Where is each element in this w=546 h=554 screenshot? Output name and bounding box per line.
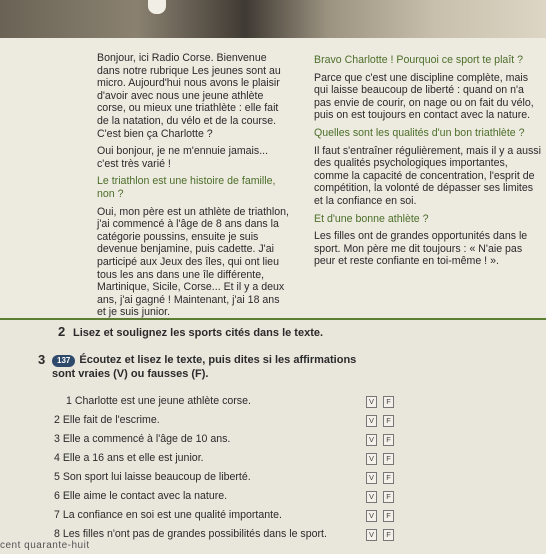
page-number: cent quarante-huit bbox=[0, 540, 90, 551]
audio-track-badge[interactable]: 137 bbox=[52, 355, 75, 367]
exercise-2-number: 2 bbox=[58, 324, 66, 339]
question-1: Bonjour, ici Radio Corse. Bienvenue dans notre rubrique Les jeunes sont au micro. Aujourd'hui nous avons le plaisir d'avoir avec nous une jeune athlète corse, ou mieux une triathlète : elle fait de la natation, du vélo et de la course. C'est bien ça Charlotte ? bbox=[97, 52, 281, 140]
true-checkbox-6[interactable]: V bbox=[366, 491, 377, 503]
false-checkbox-8[interactable]: F bbox=[383, 529, 394, 541]
true-checkbox-2[interactable]: V bbox=[366, 415, 377, 427]
statement-3: 3 Elle a commencé à l'âge de 10 ans. bbox=[54, 433, 231, 445]
exercise-2-instruction: Lisez et soulignez les sports cités dans le texte. bbox=[73, 327, 324, 339]
statement-2: 2 Elle fait de l'escrime. bbox=[54, 414, 160, 426]
statement-6: 6 Elle aime le contact avec la nature. bbox=[54, 490, 228, 502]
statement-5: 5 Son sport lui laisse beaucoup de liberté. bbox=[54, 471, 251, 483]
false-checkbox-5[interactable]: F bbox=[383, 472, 394, 484]
interview-left-column bbox=[97, 52, 291, 324]
answer-1: Oui bonjour, je ne m'ennuie jamais... c'est très varié ! bbox=[97, 145, 269, 170]
false-checkbox-7[interactable]: F bbox=[383, 510, 394, 522]
answer-5: Les filles ont de grandes opportunités dans le sport. Mon père me dit toujours : « N'aie pas peur et reste confiante en toi-même ! ». bbox=[314, 230, 528, 268]
question-3: Bravo Charlotte ! Pourquoi ce sport te plaît ? bbox=[314, 54, 524, 66]
statement-1: 1 Charlotte est une jeune athlète corse. bbox=[66, 395, 251, 407]
true-checkbox-3[interactable]: V bbox=[366, 434, 377, 446]
statement-4: 4 Elle a 16 ans et elle est junior. bbox=[54, 452, 204, 464]
answer-4: Il faut s'entraîner régulièrement, mais il y a aussi des qualités psychologiques importantes, comme la capacité de concentration, l'esprit de compétition, la volonté de dépasser ses limites et la confiance en soi. bbox=[314, 144, 541, 207]
true-checkbox-5[interactable]: V bbox=[366, 472, 377, 484]
sneaker-image bbox=[148, 0, 166, 14]
question-5: Et d'une bonne athlète ? bbox=[314, 212, 429, 225]
false-checkbox-3[interactable]: F bbox=[383, 434, 394, 446]
false-checkbox-1[interactable]: F bbox=[383, 396, 394, 408]
section-divider bbox=[0, 318, 546, 320]
statement-7: 7 La confiance en soi est une qualité importante. bbox=[54, 509, 282, 521]
true-checkbox-1[interactable]: V bbox=[366, 396, 377, 408]
question-4: Quelles sont les qualités d'un bon triathlète ? bbox=[314, 126, 525, 139]
exercise-3-instruction: 137 Écoutez et lisez le texte, puis dites si les affirmations sont vraies (V) ou fausses (F). bbox=[52, 354, 357, 380]
false-checkbox-6[interactable]: F bbox=[383, 491, 394, 503]
true-checkbox-7[interactable]: V bbox=[366, 510, 377, 522]
answer-2: Oui, mon père est un athlète de triathlon, j'ai commencé à l'âge de 8 ans dans la catégorie poussins, ensuite je suis devenue benjamine, puis cadette. J'ai participé aux Jeux des îles, qui ont lieu tous les ans dans une île différente, Martinique, Sicile, Corse... Et il y a deux ans, j'ai gagné ! Maintenant, j'ai 18 ans et je suis junior. bbox=[97, 205, 289, 319]
true-checkbox-8[interactable]: V bbox=[366, 529, 377, 541]
true-checkbox-4[interactable]: V bbox=[366, 453, 377, 465]
question-2: Le triathlon est une histoire de famille, non ? bbox=[97, 175, 276, 200]
exercise-3-number: 3 bbox=[38, 352, 46, 367]
false-checkbox-2[interactable]: F bbox=[383, 415, 394, 427]
photo-strip bbox=[0, 0, 546, 38]
statement-8: 8 Les filles n'ont pas de grandes possibilités dans le sport. bbox=[54, 528, 327, 540]
answer-3: Parce que c'est une discipline complète, mais qui laisse beaucoup de liberté : quand on n'a pas envie de courir, on nage ou on fait du vélo, puis on est toujours en contact avec la nature. bbox=[314, 71, 534, 122]
interview-right-column bbox=[314, 54, 542, 273]
false-checkbox-4[interactable]: F bbox=[383, 453, 394, 465]
